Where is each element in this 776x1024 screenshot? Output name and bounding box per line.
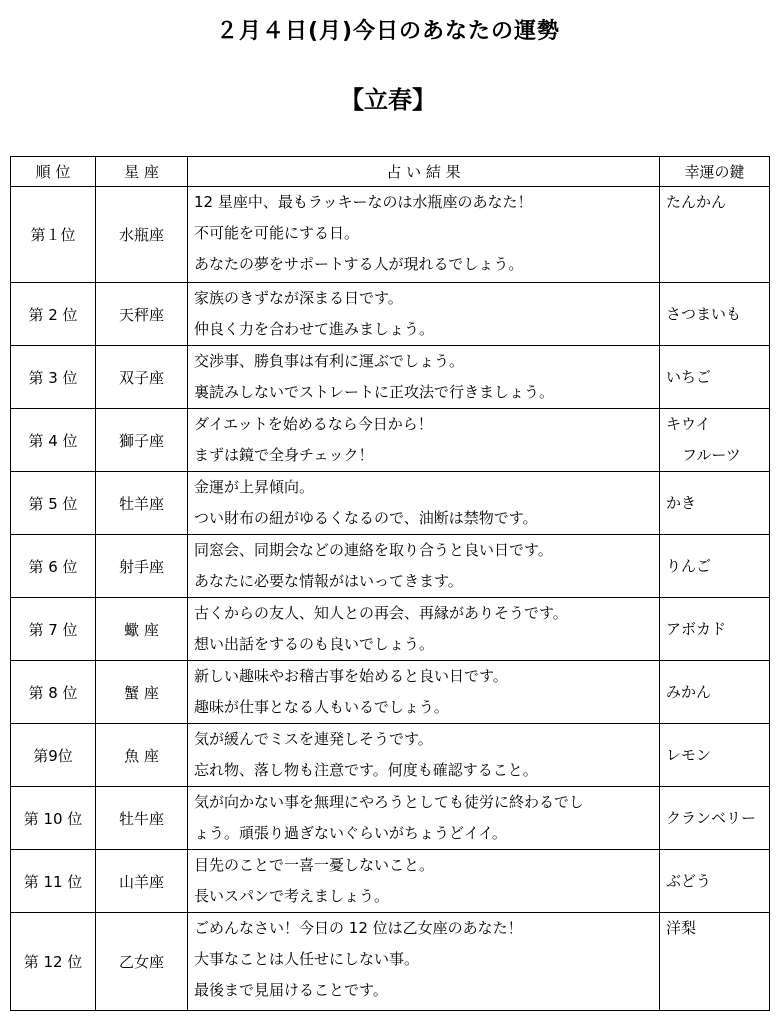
result-line: 忘れ物、落し物も注意です。何度も確認すること。 — [194, 761, 538, 779]
result-line: 気が緩んでミスを連発しそうです。 — [194, 730, 433, 748]
result-line: 同窓会、同期会などの連絡を取り合うと良い日です。 — [194, 541, 553, 559]
table-header-row — [11, 157, 770, 187]
sign-cell: 乙女座 — [96, 913, 188, 1011]
result-cell — [188, 187, 660, 283]
header-rank: 順 位 — [11, 157, 96, 187]
lucky-item: レモン — [666, 745, 712, 764]
lucky-item: たんかん — [666, 193, 727, 211]
result-line: 趣味が仕事となる人もいるでしょう。 — [194, 698, 449, 716]
header-result: 占 い 結 果 — [188, 157, 660, 187]
result-line: 金運が上昇傾向。 — [194, 478, 315, 496]
rank-cell: 第 8 位 — [11, 661, 96, 724]
table-row — [11, 913, 770, 1011]
rank-cell: 第１位 — [11, 187, 96, 283]
table-row — [11, 724, 770, 787]
result-cell — [188, 850, 660, 913]
sign-cell: 山羊座 — [96, 850, 188, 913]
lucky-cell — [660, 724, 770, 787]
result-line: あなたの夢をサポートする人が現れるでしょう。 — [194, 255, 524, 273]
result-line: 大事なことは人任せにしない事。 — [194, 950, 420, 968]
rank-cell: 第9位 — [11, 724, 96, 787]
table-row — [11, 346, 770, 409]
lucky-cell — [660, 661, 770, 724]
result-line: 長いスパンで考えましょう。 — [194, 887, 390, 905]
lucky-cell — [660, 187, 770, 283]
table-row — [11, 850, 770, 913]
result-line: 古くからの友人、知人との再会、再縁がありそうです。 — [194, 604, 568, 622]
result-cell — [188, 535, 660, 598]
rank-cell: 第 4 位 — [11, 409, 96, 472]
lucky-cell — [660, 787, 770, 850]
fortune-table — [10, 156, 770, 1011]
lucky-item: キウイ — [666, 415, 711, 433]
sign-cell: 天秤座 — [96, 283, 188, 346]
lucky-cell — [660, 472, 770, 535]
table-row — [11, 409, 770, 472]
lucky-cell — [660, 346, 770, 409]
table-row — [11, 187, 770, 283]
sign-cell: 獅子座 — [96, 409, 188, 472]
result-cell — [188, 787, 660, 850]
result-line: 最後まで見届けることです。 — [194, 981, 388, 999]
lucky-item: クランベリー — [666, 808, 757, 827]
rank-cell: 第 6 位 — [11, 535, 96, 598]
lucky-item: フルーツ — [682, 446, 741, 464]
lucky-cell — [660, 850, 770, 913]
sign-cell: 水瓶座 — [96, 187, 188, 283]
rank-cell: 第 12 位 — [11, 913, 96, 1011]
header-lucky: 幸運の鍵 — [660, 157, 770, 187]
result-line: 仲良く力を合わせて進みましょう。 — [194, 320, 435, 338]
result-line: あなたに必要な情報がはいってきます。 — [194, 572, 463, 590]
lucky-cell — [660, 598, 770, 661]
lucky-item: 洋梨 — [666, 919, 697, 937]
result-line: 裏読みしないでストレートに正攻法で行きましょう。 — [194, 383, 555, 401]
result-line: ごめんなさい！今日の 12 位は乙女座のあなた！ — [194, 919, 523, 937]
lucky-item: りんご — [666, 556, 712, 575]
table-row — [11, 661, 770, 724]
lucky-cell — [660, 283, 770, 346]
result-line: 気が向かない事を無理にやろうとしても徒労に終わるでし — [194, 793, 584, 811]
lucky-item: アボカド — [666, 619, 727, 638]
result-cell — [188, 661, 660, 724]
page-subtitle: 【立春】 — [340, 86, 436, 114]
table-row — [11, 535, 770, 598]
table-row — [11, 283, 770, 346]
sign-cell: 蠍 座 — [96, 598, 188, 661]
page-title: ２月４日(月)今日のあなたの運勢 — [215, 19, 561, 44]
result-line: 新しい趣味やお稽古事を始めると良い日です。 — [194, 667, 508, 685]
rank-cell: 第 11 位 — [11, 850, 96, 913]
result-cell — [188, 283, 660, 346]
rank-cell: 第 3 位 — [11, 346, 96, 409]
lucky-item: ぶどう — [666, 871, 712, 890]
rank-cell: 第 5 位 — [11, 472, 96, 535]
sign-cell: 魚 座 — [96, 724, 188, 787]
result-cell — [188, 724, 660, 787]
sign-cell: 牡牛座 — [96, 787, 188, 850]
result-line: 家族のきずなが深まる日です。 — [194, 289, 403, 307]
lucky-cell — [660, 409, 770, 472]
sign-cell: 蟹 座 — [96, 661, 188, 724]
result-cell — [188, 409, 660, 472]
lucky-item: さつまいも — [666, 304, 742, 323]
result-cell — [188, 598, 660, 661]
result-cell — [188, 913, 660, 1011]
sign-cell: 双子座 — [96, 346, 188, 409]
table-row — [11, 598, 770, 661]
lucky-item: みかん — [666, 682, 712, 701]
rank-cell: 第 2 位 — [11, 283, 96, 346]
result-line: 想い出話をするのも良いでしょう。 — [194, 635, 435, 653]
rank-cell: 第 10 位 — [11, 787, 96, 850]
result-line: つい財布の紐がゆるくなるので、油断は禁物です。 — [194, 509, 538, 527]
result-cell — [188, 472, 660, 535]
table-row — [11, 787, 770, 850]
result-line: ょう。頑張り過ぎないぐらいがちょうどイイ。 — [194, 824, 507, 842]
rank-cell: 第 7 位 — [11, 598, 96, 661]
lucky-cell — [660, 535, 770, 598]
result-line: 不可能を可能にする日。 — [194, 224, 360, 242]
lucky-cell — [660, 913, 770, 1011]
sign-cell: 射手座 — [96, 535, 188, 598]
table-row — [11, 472, 770, 535]
lucky-item: かき — [666, 493, 697, 512]
result-line: ダイエットを始めるなら今日から！ — [194, 415, 433, 433]
sign-cell: 牡羊座 — [96, 472, 188, 535]
lucky-item: いちご — [666, 367, 712, 386]
result-cell — [188, 346, 660, 409]
result-line: 交渉事、勝負事は有利に運ぶでしょう。 — [194, 352, 465, 370]
result-line: まずは鏡で全身チェック！ — [194, 446, 374, 464]
header-sign: 星 座 — [96, 157, 188, 187]
result-line: 12 星座中、最もラッキーなのは水瓶座のあなた！ — [194, 193, 533, 211]
result-line: 目先のことで一喜一憂しないこと。 — [194, 856, 435, 874]
